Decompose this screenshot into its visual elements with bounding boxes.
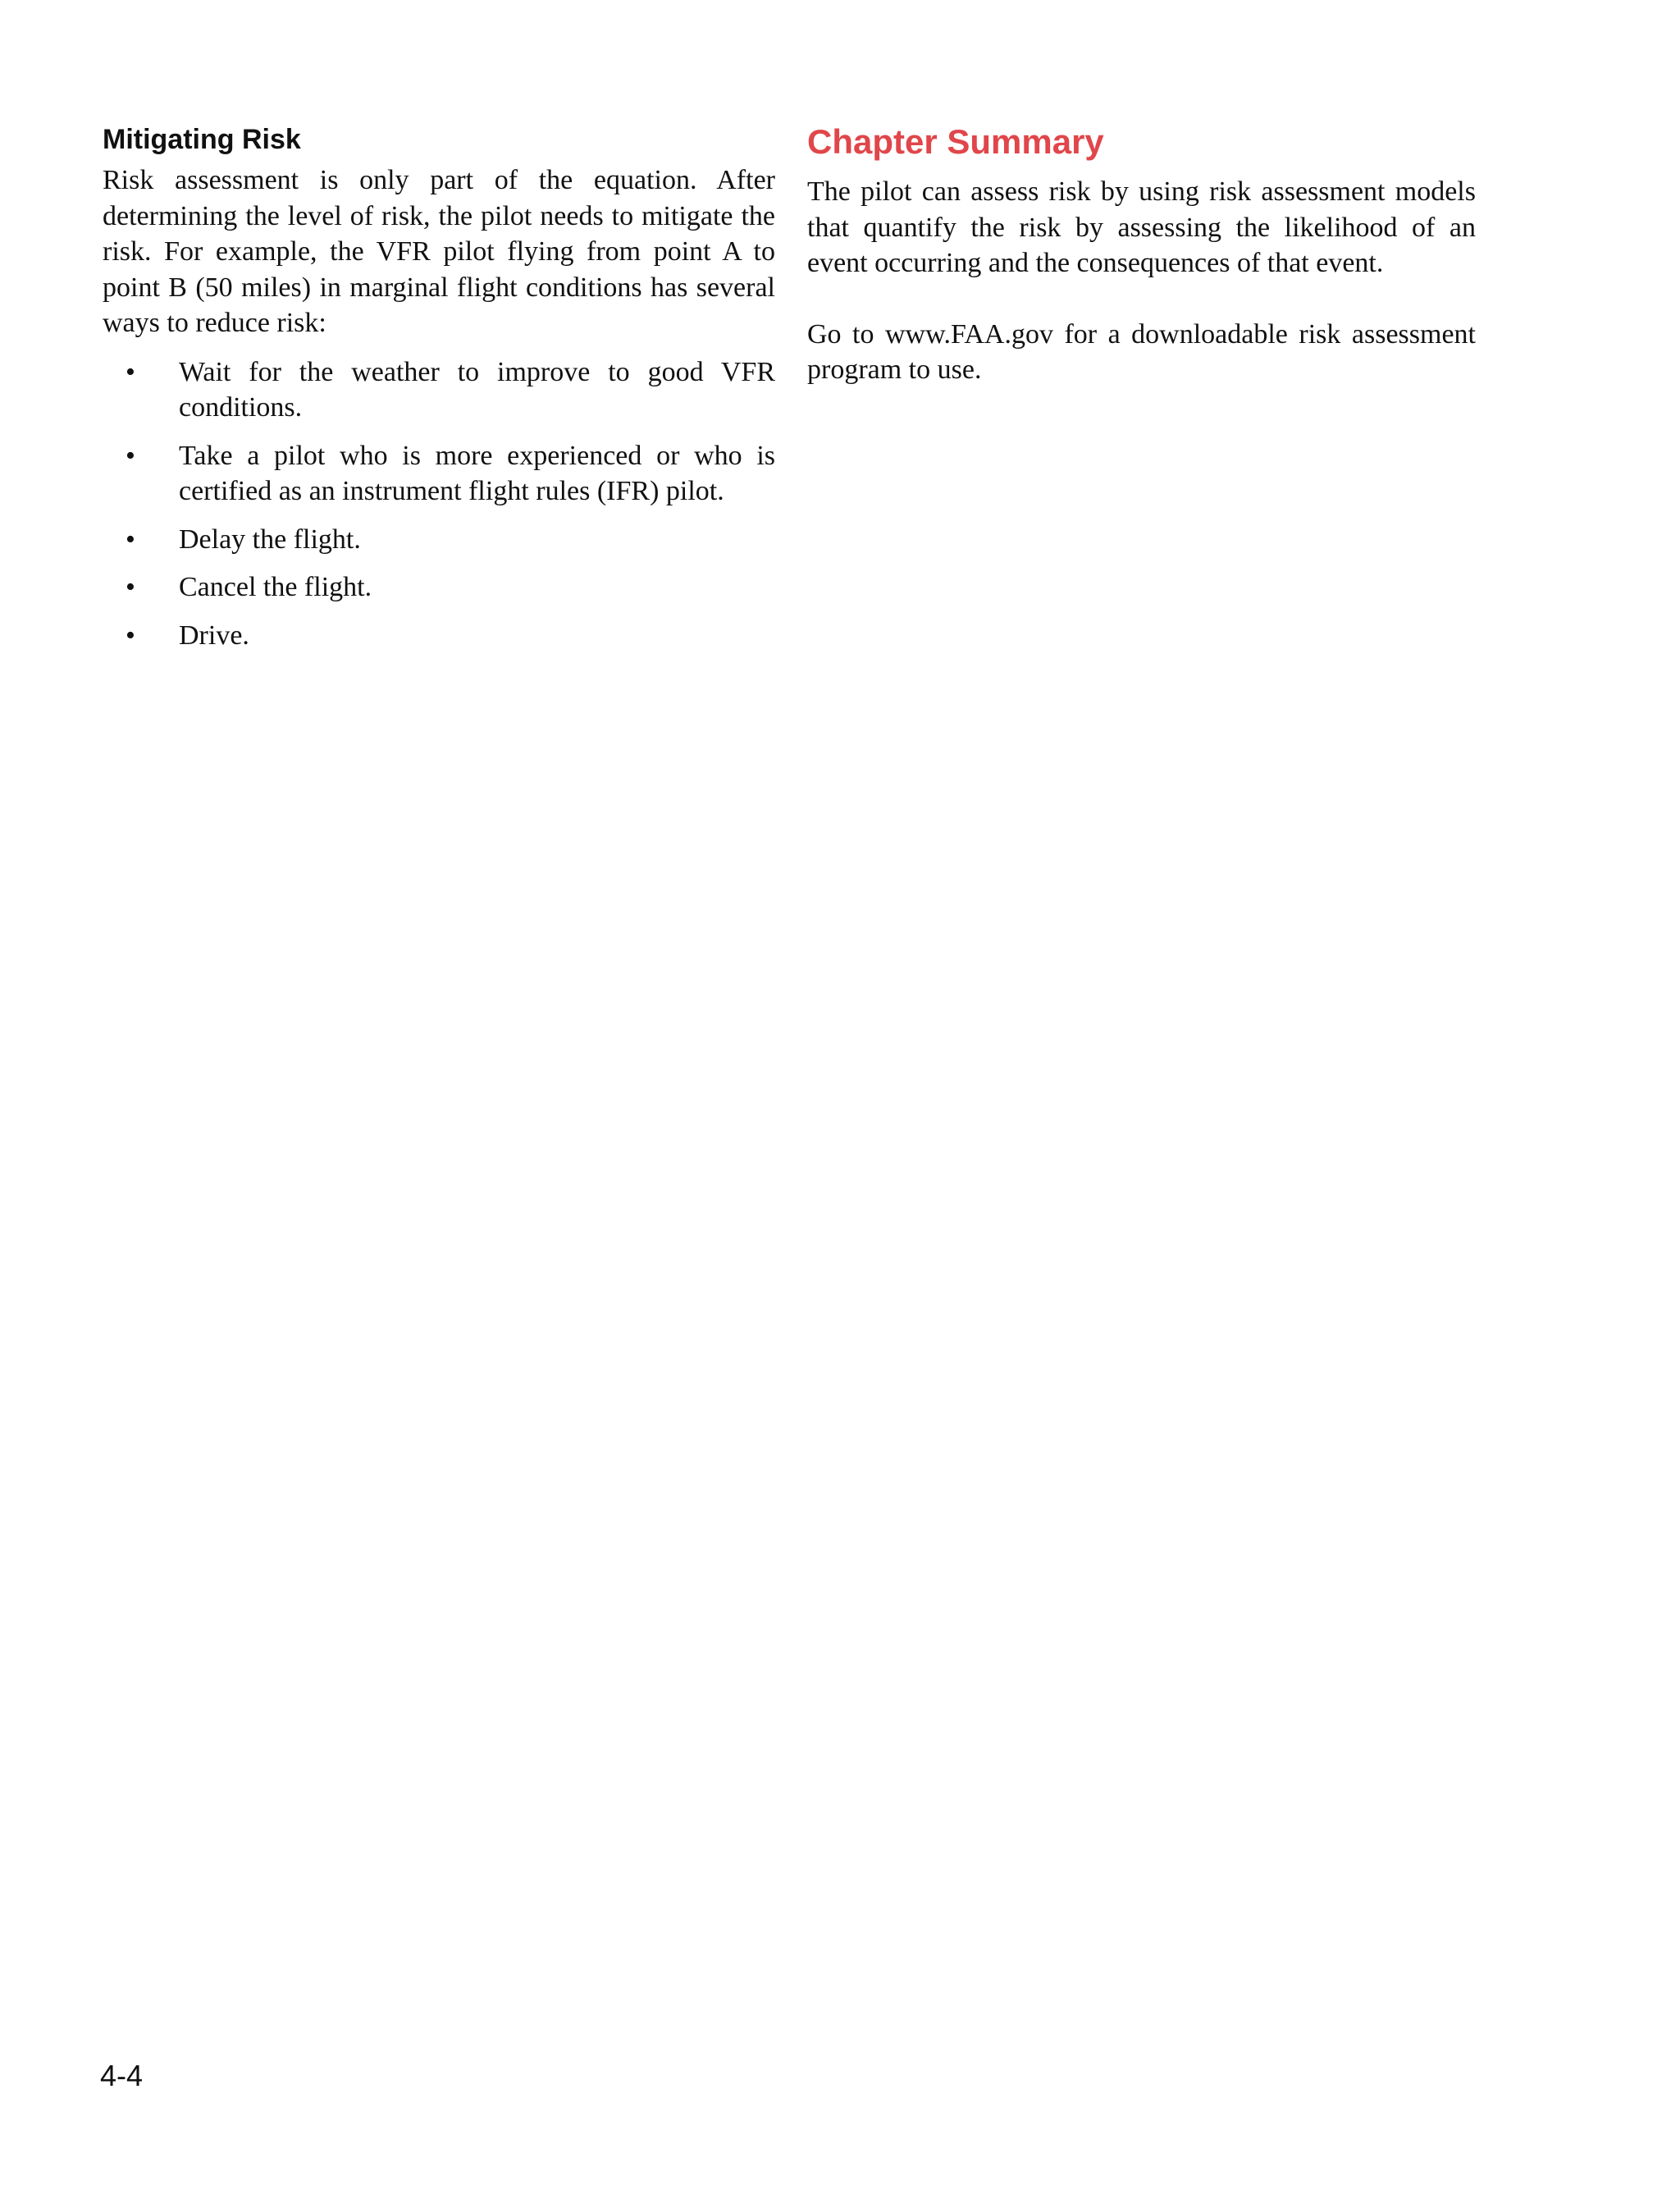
chapter-summary-paragraph: The pilot can assess risk by using risk assessment models that quantify the risk by assessing the likelihood of an event occurring and the consequences of that event. [807, 176, 1476, 278]
page-number: 4-4 [100, 2059, 144, 2092]
list-item-text: Take a pilot who is more experienced or who is certified as an instrument flight rules (IFR) pilot. [179, 440, 775, 506]
left-column [103, 121, 775, 665]
faa-resource-paragraph: Go to www.FAA.gov for a downloadable risk assessment program to use. [807, 318, 1476, 385]
right-column [807, 121, 1476, 388]
bullet-icon: • [126, 523, 135, 555]
list-item [103, 522, 775, 558]
list-item-text: Delay the flight. [179, 523, 361, 555]
section-heading-mitigating-risk: Mitigating Risk [103, 124, 301, 155]
bullet-icon: • [126, 440, 135, 471]
list-item-text: Drive. [179, 620, 249, 651]
risk-reduction-list [103, 354, 775, 654]
list-item [103, 569, 775, 606]
bullet-icon: • [126, 356, 135, 387]
bullet-icon: • [126, 620, 135, 651]
list-item-text: Wait for the weather to improve to good VFR conditions. [179, 356, 775, 423]
chapter-summary-heading: Chapter Summary [807, 122, 1104, 161]
list-item [103, 354, 775, 426]
mitigating-risk-paragraph: Risk assessment is only part of the equation. After determining the level of risk, the pilot needs to mitigate the risk. For example, the VFR pilot flying from point A to point B (50 miles) in marginal flight conditions has several ways to reduce risk: [103, 165, 775, 338]
list-item [103, 438, 775, 510]
list-item [103, 618, 775, 654]
bullet-icon: • [126, 572, 135, 602]
list-item-text: Cancel the flight. [179, 572, 372, 602]
